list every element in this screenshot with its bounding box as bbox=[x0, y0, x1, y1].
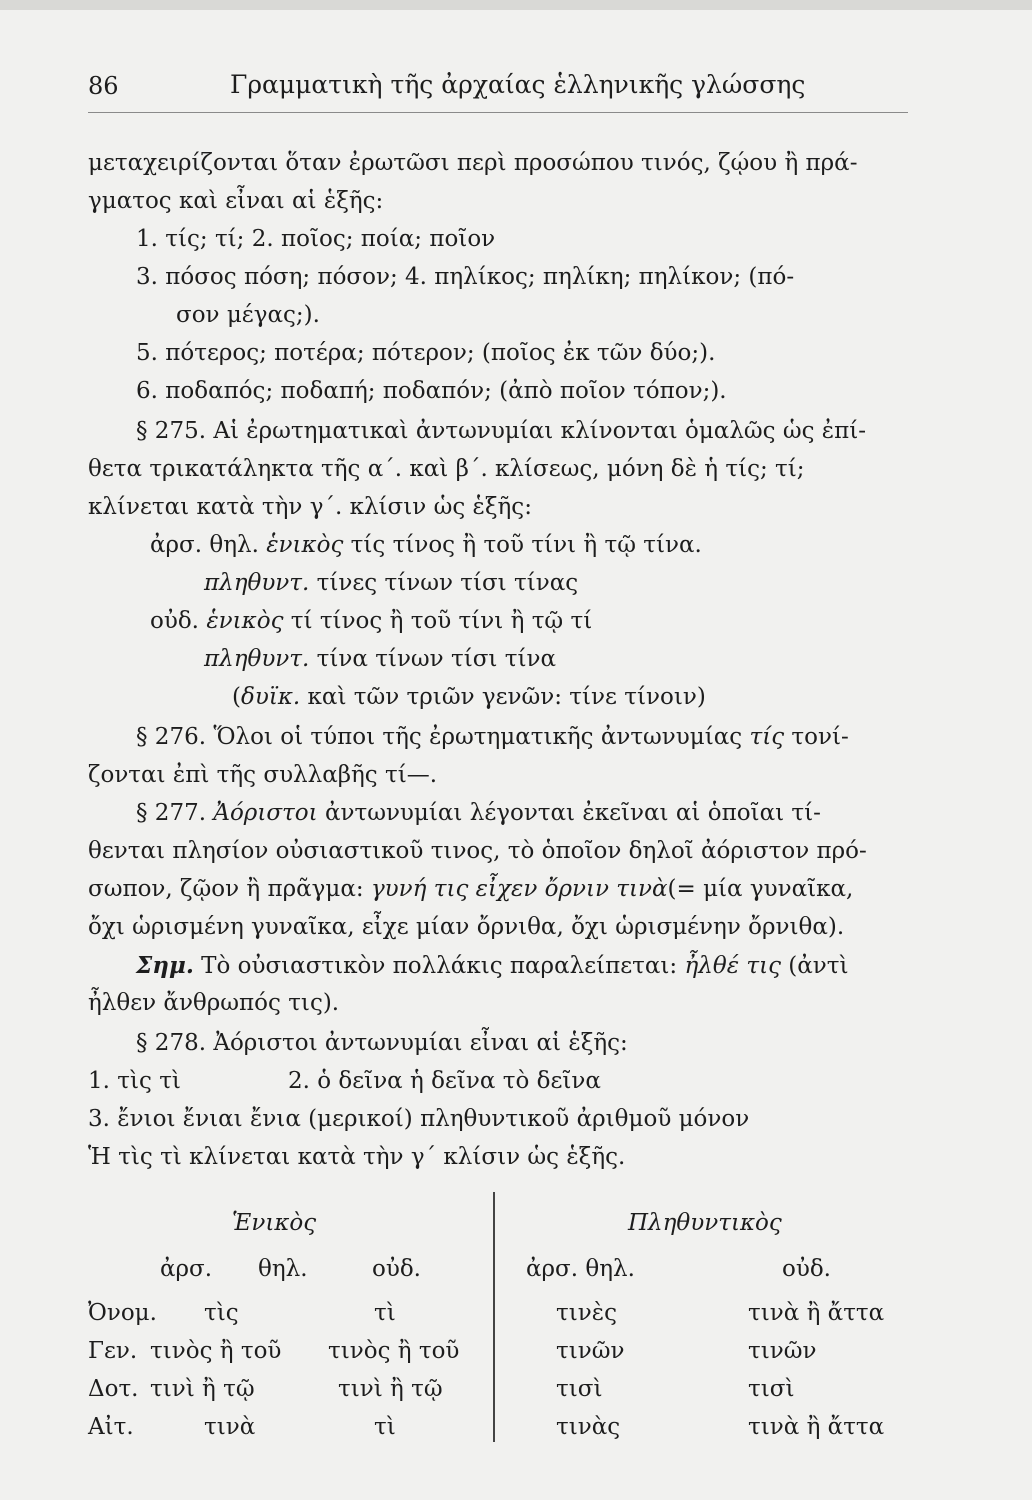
case-label: Γεν. bbox=[88, 1338, 138, 1364]
text-line: μεταχειρίζονται ὅταν ἐρωτῶσι περὶ προσώπου τινός, ζῴου ἢ πρά- bbox=[88, 150, 858, 176]
gender-label: ἀρσ. θηλ. bbox=[150, 532, 259, 558]
table-cell: τινῶν bbox=[748, 1338, 817, 1364]
note-label: Σημ. bbox=[136, 952, 194, 979]
gender-label: οὐδ. bbox=[150, 608, 199, 634]
table-cell: τινὰς bbox=[556, 1414, 621, 1440]
table-cell: τὶ bbox=[374, 1414, 396, 1440]
singular-heading: Ἑνικὸς bbox=[232, 1210, 317, 1236]
number-label: ἑνικὸς bbox=[206, 608, 284, 634]
section-276: § 276. Ὅλοι οἱ τύποι τῆς ἐρωτηματικῆς ἀντωνυμίας τίς τονί- bbox=[136, 724, 849, 750]
table-cell: τινὶ ἢ τῷ bbox=[338, 1376, 443, 1402]
paradigm-line bbox=[204, 570, 578, 596]
text-line: Ἡ τὶς τὶ κλίνεται κατὰ τὴν γ΄ κλίσιν ὡς ἑξῆς. bbox=[88, 1144, 626, 1170]
note-line: Σημ. Τὸ οὐσιαστικὸν πολλάκις παραλείπεται: ἦλθέ τις (ἀντὶ bbox=[136, 952, 849, 979]
paradigm-line bbox=[150, 532, 702, 558]
table-cell: τινὸς ἢ τοῦ bbox=[150, 1338, 282, 1364]
page-number: 86 bbox=[88, 72, 119, 100]
header-rule bbox=[88, 112, 908, 113]
paradigm-line bbox=[204, 646, 556, 672]
table-cell: τινὰ bbox=[204, 1414, 256, 1440]
section-278: § 278. Ἀόριστοι ἀντωνυμίαι εἶναι αἱ ἑξῆς: bbox=[136, 1030, 628, 1056]
text-line: ἦλθεν ἄνθρωπός τις). bbox=[88, 990, 340, 1016]
table-cell: τινὶ ἢ τῷ bbox=[150, 1376, 255, 1402]
section-275: § 275. Αἱ ἐρωτηματικαὶ ἀντωνυμίαι κλίνονται ὁμαλῶς ὡς ἐπί- bbox=[136, 418, 867, 444]
plural-heading: Πληθυντικὸς bbox=[628, 1210, 782, 1236]
table-cell: τινὰ ἢ ἄττα bbox=[748, 1300, 885, 1326]
text-line: 2. ὁ δεῖνα ἡ δεῖνα τὸ δεῖνα bbox=[288, 1068, 601, 1094]
text-line: 6. ποδαπός; ποδαπή; ποδαπόν; (ἀπὸ ποῖον τόπον;). bbox=[136, 378, 727, 404]
col-header-fem: θηλ. bbox=[258, 1256, 308, 1282]
text-line: 5. πότερος; ποτέρα; πότερον; (ποῖος ἐκ τῶν δύο;). bbox=[136, 340, 716, 366]
scan-top-edge bbox=[0, 0, 1032, 10]
table-cell: τινῶν bbox=[556, 1338, 625, 1364]
table-cell: τινὸς ἢ τοῦ bbox=[328, 1338, 460, 1364]
number-label: πληθυντ. bbox=[204, 646, 310, 672]
text-line: 1. τὶς τὶ bbox=[88, 1068, 181, 1094]
col-header-masc: ἀρσ. bbox=[160, 1256, 213, 1282]
paradigm-forms: τίνες τίνων τίσι τίνας bbox=[316, 570, 579, 596]
case-label: Αἰτ. bbox=[88, 1414, 134, 1440]
table-cell: τινὰ ἢ ἄττα bbox=[748, 1414, 885, 1440]
section-277: § 277. Ἀόριστοι ἀντωνυμίαι λέγονται ἐκεῖναι αἱ ὁποῖαι τί- bbox=[136, 800, 821, 826]
number-label: δυϊκ. bbox=[240, 684, 301, 710]
number-label: ἑνικὸς bbox=[266, 532, 344, 558]
text-line: γματος καὶ εἶναι αἱ ἑξῆς: bbox=[88, 188, 384, 214]
text-line: σον μέγας;). bbox=[176, 302, 320, 328]
text-line: θενται πλησίον οὐσιαστικοῦ τινος, τὸ ὁποῖον δηλοῖ ἀόριστον πρό- bbox=[88, 838, 867, 864]
case-label: Δοτ. bbox=[88, 1376, 139, 1402]
table-cell: τὶ bbox=[374, 1300, 396, 1326]
case-label: Ὀνομ. bbox=[88, 1300, 157, 1326]
paradigm-forms: καὶ τῶν τριῶν γενῶν: τίνε τίνοιν) bbox=[307, 684, 706, 710]
number-label: πληθυντ. bbox=[204, 570, 310, 596]
text-line: ζονται ἐπὶ τῆς συλλαβῆς τί—. bbox=[88, 762, 438, 788]
col-header-masc-fem: ἀρσ. θηλ. bbox=[526, 1256, 635, 1282]
table-cell: τισὶ bbox=[556, 1376, 603, 1402]
paradigm-forms: τί τίνος ἢ τοῦ τίνι ἢ τῷ τί bbox=[290, 608, 593, 634]
table-cell: τισὶ bbox=[748, 1376, 795, 1402]
paradigm-forms: τίς τίνος ἢ τοῦ τίνι ἢ τῷ τίνα. bbox=[350, 532, 702, 558]
paradigm-line: (δυϊκ. καὶ τῶν τριῶν γενῶν: τίνε τίνοιν) bbox=[232, 684, 706, 710]
table-cell: τὶς bbox=[204, 1300, 239, 1326]
col-header-plural-neut: οὐδ. bbox=[782, 1256, 831, 1282]
text-line: 1. τίς; τί; 2. ποῖος; ποία; ποῖον bbox=[136, 226, 496, 252]
text-line: 3. ἔνιοι ἔνιαι ἔνια (μερικοί) πληθυντικοῦ ἀριθμοῦ μόνον bbox=[88, 1106, 750, 1132]
paradigm-line bbox=[150, 608, 592, 634]
running-title: Γραμματικὴ τῆς ἀρχαίας ἑλληνικῆς γλώσσης bbox=[230, 70, 806, 99]
table-cell: τινὲς bbox=[556, 1300, 617, 1326]
col-header-neut: οὐδ. bbox=[372, 1256, 421, 1282]
table-column-divider bbox=[493, 1192, 495, 1442]
paradigm-forms: τίνα τίνων τίσι τίνα bbox=[316, 646, 557, 672]
text-line: ὄχι ὡρισμένη γυναῖκα, εἶχε μίαν ὄρνιθα, ὄχι ὡρισμένην ὄρνιθα). bbox=[88, 914, 845, 940]
text-line: σωπον, ζῷον ἢ πρᾶγμα: γυνή τις εἶχεν ὄρνιν τινὰ(= μία γυναῖκα, bbox=[88, 876, 854, 902]
text-line: 3. πόσος πόση; πόσον; 4. πηλίκος; πηλίκη; πηλίκον; (πό- bbox=[136, 264, 795, 290]
text-line: θετα τρικατάληκτα τῆς α΄. καὶ β΄. κλίσεως, μόνη δὲ ἡ τίς; τί; bbox=[88, 456, 805, 482]
text-line: κλίνεται κατὰ τὴν γ΄. κλίσιν ὡς ἑξῆς: bbox=[88, 494, 532, 520]
